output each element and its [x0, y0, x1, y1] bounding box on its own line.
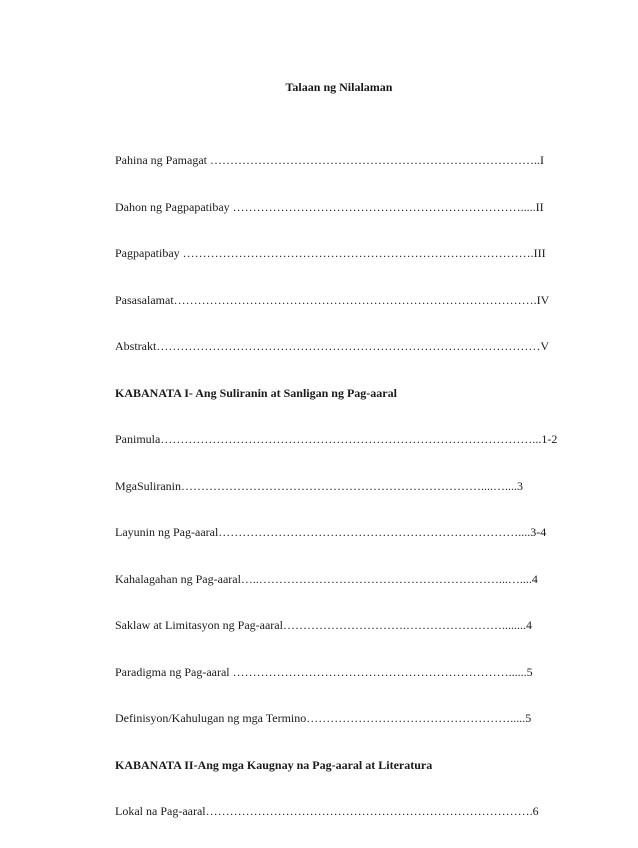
toc-entry-text: Kahalagahan ng Pag-aaral…..……………………………………………………...…....4 [115, 571, 538, 586]
toc-entry-dahon-ng-pagpapatibay [115, 197, 565, 217]
toc-heading-text: KABANATA I- Ang Suliranin at Sanligan ng Pag-aaral [115, 385, 397, 400]
toc-entry-lokal-na-pag-aaral [115, 801, 565, 821]
toc-entry-text: Layunin ng Pag-aaral…………………………………………………………………....3-4 [115, 525, 547, 539]
toc-entry-text: Pahina ng Pamagat ………………………………………………………………………..I [115, 153, 544, 167]
toc-entry-abstrakt [115, 336, 565, 356]
toc-entry-text: Saklaw at Limitasyon ng Pag-aaral………………………….……………………........4 [115, 618, 532, 632]
toc-entry-pagpapatibay [115, 243, 565, 263]
toc-entry-text: Definisyon/Kahulugan ng mga Termino…………………………………………….....5 [115, 711, 532, 725]
toc-entry-saklaw [115, 615, 565, 635]
toc-chapter-heading-1 [115, 383, 565, 403]
toc-entry-mga-suliranin [115, 476, 565, 496]
toc-entry-text: MgaSuliranin…………………………………………………………………....…....3 [115, 478, 523, 493]
toc-entry-text: Pagpapatibay …………………………………………………………………………….III [115, 246, 546, 260]
toc-chapter-heading-2 [115, 755, 565, 775]
toc-entry-text: Abstrakt……………………………………………………………………………………V [115, 339, 549, 353]
toc-entry-paradigma [115, 662, 565, 682]
toc-entry-text: Paradigma ng Pag-aaral ……………………………………………………………......5 [115, 664, 533, 679]
toc-entry-panimula [115, 429, 565, 449]
toc-entry-text: Panimula…………………………………………………………………………………...1-2 [115, 432, 558, 446]
toc-entry-layunin [115, 522, 565, 542]
toc-entry-pasasalamat [115, 290, 565, 310]
toc-entry-text: Dahon ng Pagpapatibay ……………………………………………………………….....II [115, 199, 544, 214]
toc-entry-kahalagahan [115, 569, 565, 589]
toc-entry-text: Lokal na Pag-aaral……………………………………………………………………….6 [115, 804, 539, 818]
toc-heading-text: KABANATA II-Ang mga Kaugnay na Pag-aaral at Literatura [115, 757, 433, 772]
toc-entry-definisyon [115, 708, 565, 728]
toc-entry-pahina-ng-pamagat [115, 150, 565, 170]
table-of-contents [115, 150, 565, 848]
toc-entry-text: Pasasalamat……………………………………………………………………………….IV [115, 292, 550, 307]
toc-title: Talaan ng Nilalaman [285, 80, 393, 94]
